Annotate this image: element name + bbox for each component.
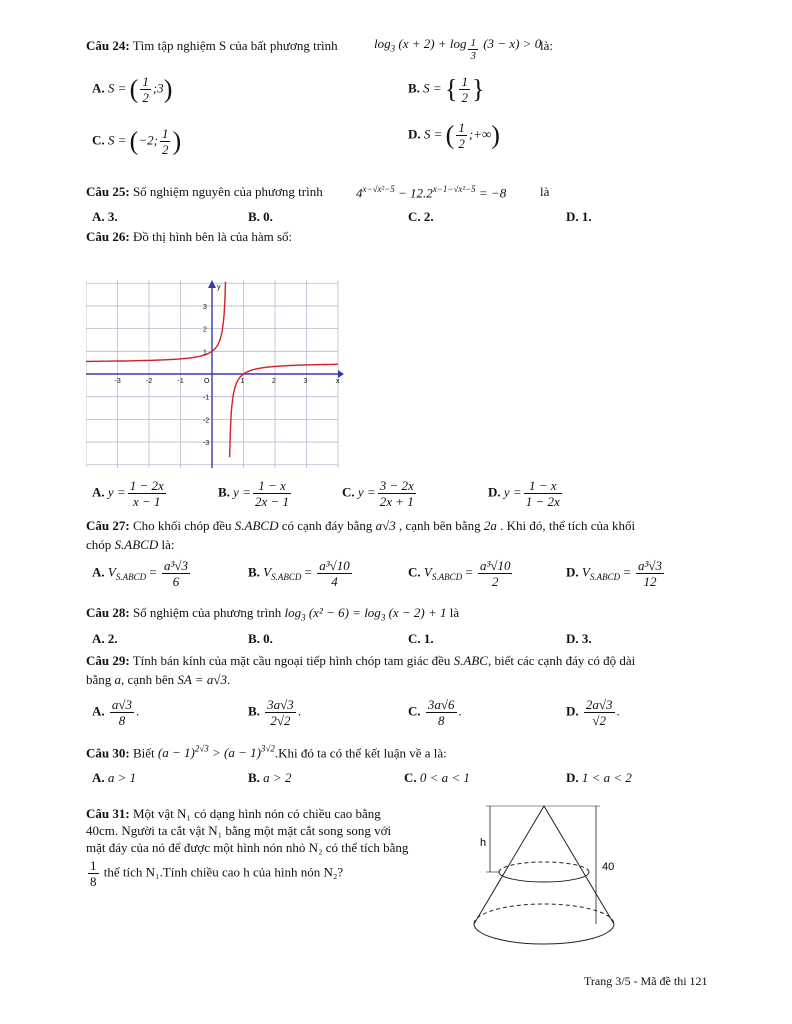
q26-axis-y-label: y xyxy=(217,284,221,291)
q27-option-d[interactable]: D. $V_{S.ABCD}$ = $\frac{\text{a³√3}}{12}$ xyxy=(566,558,662,589)
cone-left-side xyxy=(474,806,544,924)
q30-expression: $(a - 1)^{2√3} > (a - 1)^{3√2}$ xyxy=(157,744,275,761)
q26-curve-right xyxy=(230,364,338,457)
q30-option-c[interactable]: C. 0 < a < 1 xyxy=(404,770,470,785)
q30-stem: Câu 30: Biết $(a - 1)^{2√3} > (a - 1)^{3√2}.Khi$ đó ta có thể kết luận về a là: xyxy=(86,744,447,761)
q28-expression: $\log_3 (x^2 - 6) = \log_3 (x - 2) + 1$ xyxy=(284,605,447,623)
q26-option-d[interactable]: D. y = $\frac{1 - x}{1 - 2x}$ xyxy=(488,478,560,509)
q28-option-a[interactable]: A. 2. xyxy=(92,631,118,646)
q25-stem: Câu 25: Số nghiệm nguyên của phương trình xyxy=(86,184,323,199)
q26-stem: Câu 26: Đồ thị hình bên là của hàm số: xyxy=(86,229,293,244)
h-label: h xyxy=(480,837,487,849)
q24-text: Tìm tập nghiệm S của bất phương trình xyxy=(132,38,338,53)
q27-option-c[interactable]: C. $V_{S.ABCD}$ = $\frac{\text{a³√10}}{2}$ xyxy=(408,558,511,589)
cone-cut-back xyxy=(499,862,589,872)
q26-tick-x: 2 xyxy=(272,378,276,385)
q27-option-b[interactable]: B. $V_{S.ABCD}$ = $\frac{\text{a³√10}}{4}$ xyxy=(248,558,350,589)
q27-stem-line1: Câu 27: Cho khối chóp đều S.ABCD có cạnh đáy bằng a√3 , cạnh bên bằng 2a . Khi đó, thể tích của khối xyxy=(86,518,636,533)
q26-tick-x: -3 xyxy=(114,378,121,385)
q24-tail: là: xyxy=(540,38,553,53)
q26-tick-y: -2 xyxy=(203,417,210,425)
q30-option-a[interactable]: A. a > 1 xyxy=(92,770,137,785)
q26-axis-x-label: x xyxy=(336,378,340,385)
q25-tail: là xyxy=(540,184,550,199)
q26-tick-x: 3 xyxy=(303,378,308,385)
q26-x-arrow xyxy=(338,370,344,378)
cone-base-front xyxy=(474,924,614,944)
q27-stem-line2: chóp S.ABCD là: xyxy=(86,537,175,552)
q24-label: Câu 24: xyxy=(86,38,130,53)
q31-line4: $\frac{1}{8}$ thể tích N₁.Tính chiều cao h của hình nón N₂? xyxy=(90,858,344,889)
q24-option-d[interactable]: D. S = ( $\frac{1}{2}$ ;+∞) xyxy=(408,120,500,151)
page-footer: Trang 3/5 - Mã đề thi 121 xyxy=(584,974,708,988)
q28-option-d[interactable]: D. 3. xyxy=(566,631,592,646)
q25-option-d[interactable]: D. 1. xyxy=(566,209,592,224)
q26-option-a[interactable]: A. y = $\frac{1 - 2x}{x - 1}$ xyxy=(92,478,164,509)
q24-option-a[interactable]: A. S = ( $\frac{1}{2}$ ;3) xyxy=(92,74,173,105)
q24-stem xyxy=(86,38,338,54)
q28-option-b[interactable]: B. 0. xyxy=(248,631,273,646)
q26-option-c[interactable]: C. y = $\frac{3 - 2x}{2x + 1}$ xyxy=(342,478,414,509)
q24-option-c[interactable]: C. S = (−2; $\frac{1}{2}$ ) xyxy=(92,126,182,157)
q31-cone-figure xyxy=(470,800,630,950)
q25-option-a[interactable]: A. 3. xyxy=(92,209,118,224)
q26-tick-x: 1 xyxy=(240,378,245,385)
q26-tick-y: 3 xyxy=(203,303,207,311)
q26-origin-label: O xyxy=(204,378,210,385)
cone-cut-front xyxy=(499,872,589,882)
q26-y-arrow xyxy=(208,280,216,288)
q26-tick-y: -3 xyxy=(203,440,210,448)
q30-option-d[interactable]: D. 1 < a < 2 xyxy=(566,770,632,785)
q31-line2: 40cm. Người ta cắt vật N₁ bằng một mặt cắt song song với xyxy=(86,823,392,838)
q26-graph xyxy=(86,280,344,468)
q24-option-b[interactable]: B. S = { $\frac{1}{2}$ } xyxy=(408,74,485,105)
cone-base-back xyxy=(474,904,614,924)
q25-expression: $4^{x-√x^2-5} - 12.2^{x-1-√x^2-5} = -8$ xyxy=(356,184,507,201)
q26-tick-y: -1 xyxy=(203,394,210,402)
q24-expression: $\log_3 (x + 2) + \log$ $_{\frac{1}{3}}$ (3 − x) > 0 xyxy=(374,36,542,63)
q29-stem-line2: bằng a, cạnh bên SA = a√3. xyxy=(86,672,231,687)
q26-option-b[interactable]: B. y = $\frac{1 - x}{2x - 1}$ xyxy=(218,478,290,509)
q29-option-a[interactable]: A. $\frac{a√3}{8}$ . xyxy=(92,697,140,728)
q25-option-c[interactable]: C. 2. xyxy=(408,209,434,224)
q26-tick-y: 1 xyxy=(203,349,207,357)
q28-stem: Câu 28: Số nghiệm của phương trình $\log_3 (x^2 - 6) = \log_3 (x - 2) + 1$ là xyxy=(86,605,460,623)
q29-stem-line1: Câu 29: Tính bán kính của mặt cầu ngoại tiếp hình chóp tam giác đều S.ABC, biết các cạnh đáy có độ dài xyxy=(86,653,636,668)
q29-option-b[interactable]: B. $\frac{3a√3}{2√2}$ . xyxy=(248,697,302,728)
q26-tick-y: 2 xyxy=(203,326,207,334)
q25-option-b[interactable]: B. 0. xyxy=(248,209,273,224)
q28-option-c[interactable]: C. 1. xyxy=(408,631,434,646)
height-label: 40 xyxy=(602,861,615,873)
q29-option-c[interactable]: C. $\frac{3a√6}{8}$ . xyxy=(408,697,462,728)
q27-option-a[interactable]: A. $V_{S.ABCD}$ = $\frac{\text{a³√3}}{6}$ xyxy=(92,558,188,589)
q30-option-b[interactable]: B. a > 2 xyxy=(248,770,292,785)
q31-line1: Câu 31: Một vật N₁ có dạng hình nón có chiều cao bằng xyxy=(86,806,381,821)
q26-tick-x: -1 xyxy=(177,378,184,385)
q26-tick-x: -2 xyxy=(146,378,153,385)
q31-line3: mặt đáy của nó để được một hình nón nhỏ N₂ có thể tích bằng xyxy=(86,840,409,855)
q29-option-d[interactable]: D. $\frac{2a√3}{√2}$ . xyxy=(566,697,620,728)
